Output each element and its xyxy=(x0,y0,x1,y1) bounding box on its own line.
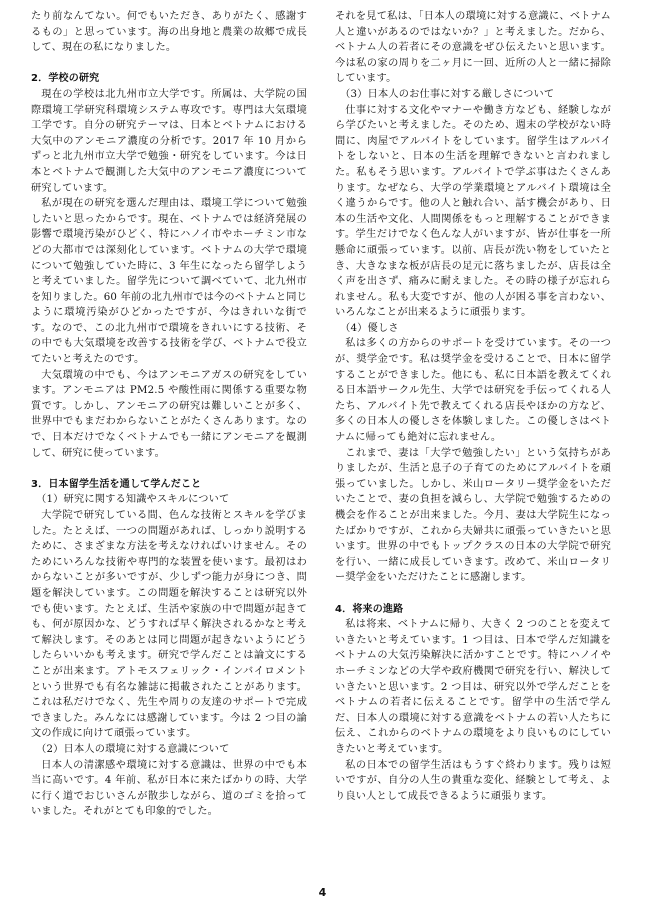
subsection-4-paragraph: 私は多くの方からのサポートを受けています。その一つが、奨学金です。私は奨学金を受けることで、日本に留学することができました。他にも、私に日本語を教えてくれる日本語サークル先生、大学では研究を手伝ってくれる人たち、アルバイト先で教えてくれる店長やほかの方など、多くの日本人の優しさを体験しました。この優しさはベトナムに帰っても絶対に忘れません。 xyxy=(335,338,611,444)
subsection-3-heading: （3）日本人のお仕事に対する厳しさについて xyxy=(340,88,555,100)
subsection-3-paragraph: 仕事に対する文化やマナーや働き方なども、経験しながら学びたいと考えました。そのため、週末の学校がない時間に、肉屋でアルバイトをしています。留学生はアルバイトをしないと、日本の生活を理解できないと言われました。私もそう思います。アルバイトで学ぶ事はたくさんあります。なぜなら、大学の学業環境とアルバイト環境は全く違うからです。他の人と触れ合い、話す機会があり、日本の生活や文化、人間関係をもっと理解することができます。学生だけでなく色んな人がいますが、皆が仕事を一所懸命に頑張っています。以前、店長が洗い物をしていたとき、大きなまな板が店長の足元に落ちましたが、店長は全く声を出さず、痛みに耐えました。その時の様子が忘れられません。私も大変ですが、他の人が困る事を言わない、いろんなことが出来るように頑張ります。 xyxy=(335,104,611,319)
section-3-heading: 3．日本留学生活を通して学んだこと xyxy=(31,478,202,490)
section-2-heading: 2．学校の研究 xyxy=(31,73,100,85)
subsection-2-paragraph: 日本人の清潔感や環境に対する意識は、世界の中でも本当に高いです。4 年前、私が日本に来たばかりの時、大学に行く道でおじいさんが散歩しながら、道のゴミを拾っていました。それがとても印象的でした。 xyxy=(31,759,307,818)
page-number: 4 xyxy=(318,886,327,899)
section-4-heading: 4．将来の進路 xyxy=(335,603,404,615)
section-2-paragraph: 大気環境の中でも、今はアンモニアガスの研究をしています。アンモニアは PM2.5 や酸性雨に関係する重要な物質です。しかし、アンモニアの研究は難しいことが多く、世界中でもまだわからないことがたくさんあります。なので、日本だけでなくベトナムでも一緒にアンモニアを観測して、研究に使っています。 xyxy=(31,369,307,459)
section-2-paragraph: 現在の学校は北九州市立大学です。所属は、大学院の国際環境工学研究科環境システム専攻です。専門は大気環境工学です。自分の研究テーマは、日本とベトナムにおける大気中のアンモニア濃度の分析です。2017 年 10 月からずっと北九州市立大学で勉強・研究をしています。今は日本とベトナムで観測した大気中のアンモニア濃度について研究しています。 xyxy=(31,88,307,194)
section-2-paragraph: 私が現在の研究を選んだ理由は、環境工学について勉強したいと思ったからです。現在、ベトナムでは経済発展の影響で環境汚染がひどく、特にハノイ市やホーチミン市などの大都市では深刻化しています。ベトナムの大学で環境について勉強していた時に、3 年生になったら留学しようと考えていました。留学先について調べていて、北九州市を知りました。60 年前の北九州市では今のベトナムと同じように環境汚染がひどかったですが、今はきれいな街です。なので、この北九州市で環境をきれいにする技術、その中でも大気環境を改善する技術を学び、ベトナムで役立てたいと考えたのです。 xyxy=(31,198,307,366)
section-4-paragraph: 私は将来、ベトナムに帰り、大きく 2 つのことを変えていきたいと考えています。1 つ目は、日本で学んだ知識をベトナムの大気汚染解決に活かすことです。特にハノイやホーチミンなどの大学や政府機関で研究を行い、解決していきたいと思います。2 つ目は、研究以外で学んだことをベトナムの若者に伝えることです。留学中の生活で学んだ、日本人の環境に対する意識をベトナムの若い人たちに伝え、これからのベトナムの環境をより良いものにしていきたいと考えています。 xyxy=(335,619,611,755)
subsection-2-continuation: それを見て私は、「日本人の環境に対する意識に、ベトナム人と違いがあるのではないか？」と考えました。だから、ベトナム人の若者にその意識をぜひ伝えたいと思います。今は私の家の周りを二ヶ月に一回、近所の人と一緒に掃除しています。 xyxy=(335,11,611,85)
subsection-1-heading: （1）研究に関する知識やスキルについて xyxy=(36,494,230,506)
intro-continuation: たり前なんてない。何でもいただき、ありがたく、感謝するもの」と思っています。海の出身地と農業の故郷で成長して、現在の私になりました。 xyxy=(31,11,307,54)
right-column xyxy=(335,9,611,804)
subsection-1-paragraph: 大学院で研究している間、色んな技術とスキルを学びました。たとえば、一つの問題があれば、しっかり説明するために、さまざまな方法を考えなければいけません。そのためにいろんな技術や専門的な装置を使います。最初はわからないことが多いですが、少しずつ能力が身につき、問題を解決しています。この問題を解決することは研究以外でも使います。たとえば、生活や家族の中で問題が起きても、何が原因かな、どうすれば早く解決されるかなと考えて解決します。そのあとは同じ問題が起きないようにどうしたらいいかも考えます。研究で学んだことは論文にすることが出来ます。アトモスフェリック・インバイロメントという世界でも有名な雑誌に掲載されたことがあります。これは私だけでなく、先生や周りの友達のサポートで完成できました。みんなには感謝しています。今は 2 つ目の論文の作成に向けて頑張っています。 xyxy=(31,510,307,740)
subsection-4-heading: （4）優しさ xyxy=(340,322,399,334)
left-column xyxy=(31,9,307,820)
subsection-2-heading: （2）日本人の環境に対する意識について xyxy=(36,743,230,755)
closing-paragraph: これまで、妻は「大学で勉強したい」という気持ちがありましたが、生活と息子の子育てのためにアルバイトを頑張っていました。しかし、米山ロータリー奨学金をいただいたことで、妻の負担を減らし、大学院で勉強するための機会を作ることが出来ました。今月、妻は大学院生になったばかりですが、これから夫婦共に頑張っていきたいと思います。世界の中でもトップクラスの日本の大学院で研究を行い、一緒に成長していきます。改めて、米山ロータリー奨学金をいただけたことに感謝します。 xyxy=(335,447,611,584)
section-4-paragraph: 私の日本での留学生活はもうすぐ終わります。残りは短いですが、自分の人生の貴重な変化、経験として考え、より良い人として成長できるように頑張ります。 xyxy=(335,759,611,802)
